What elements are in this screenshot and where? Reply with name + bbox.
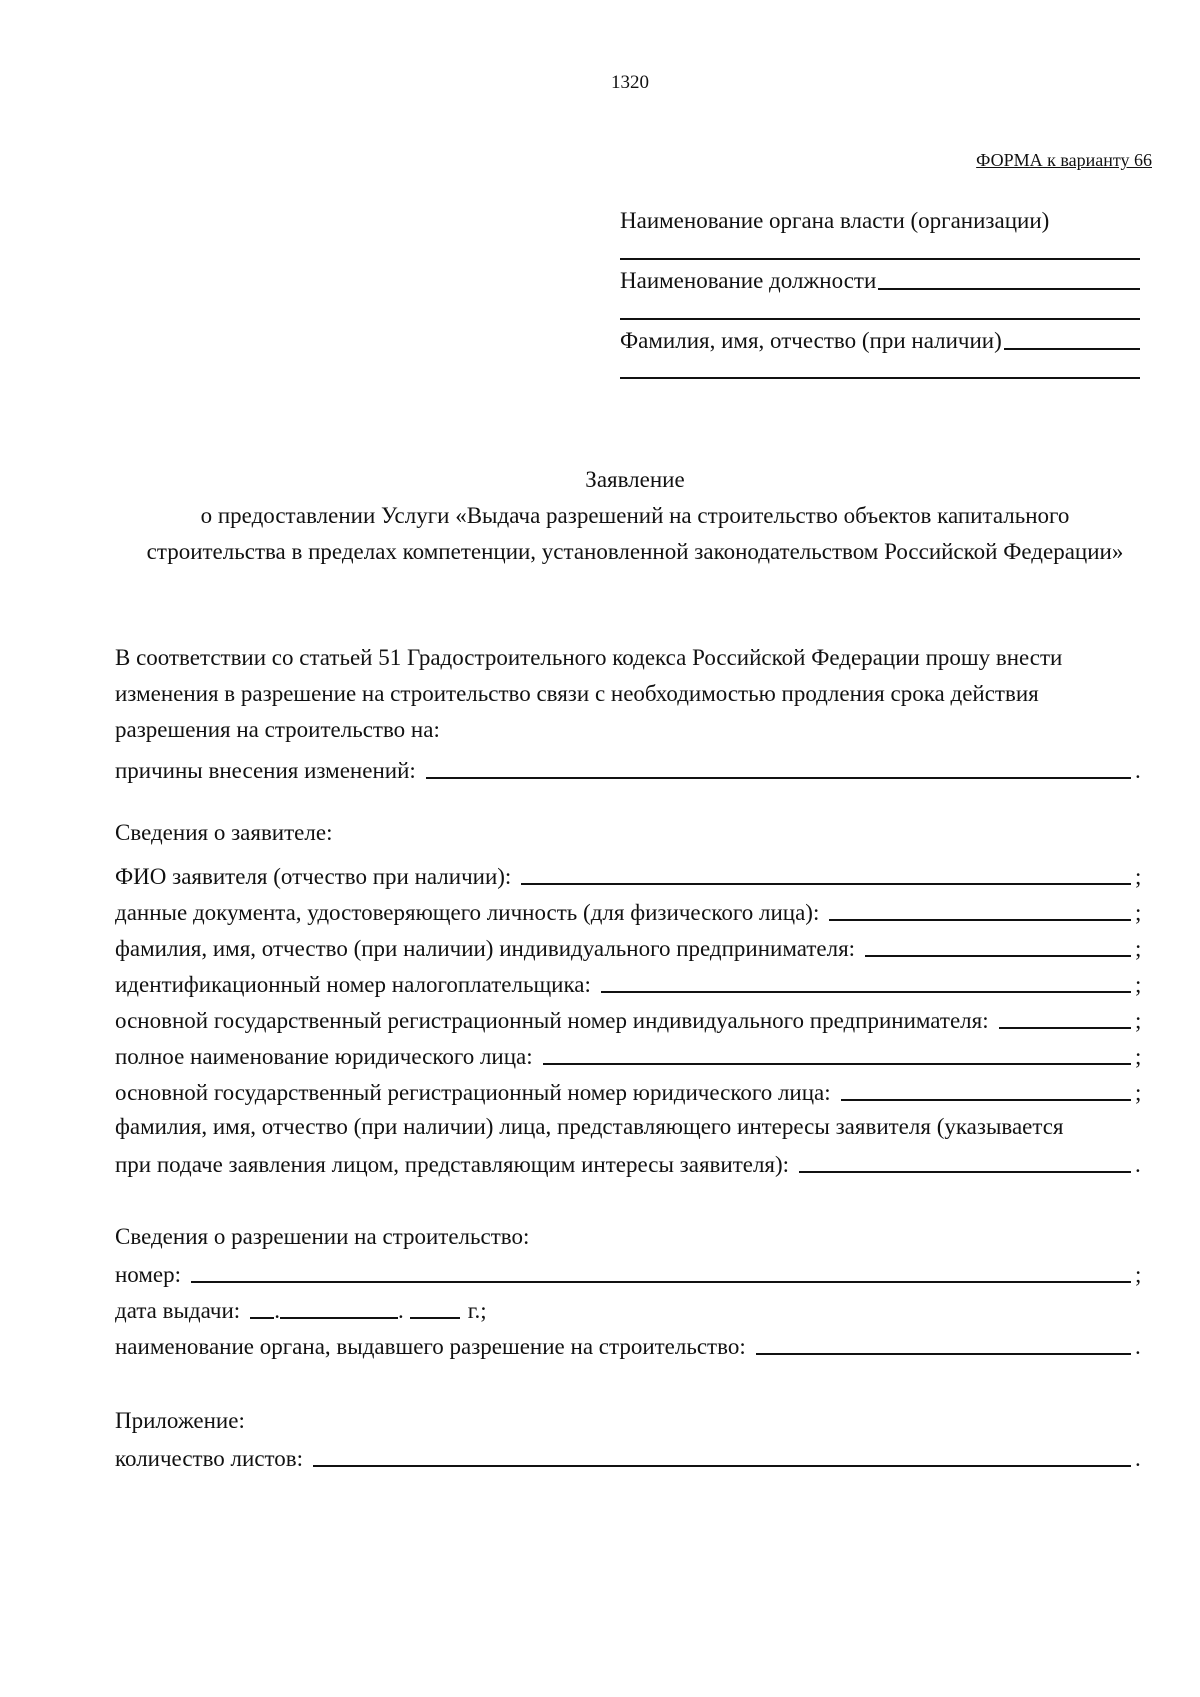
position-line[interactable] [878,288,1140,290]
attachment-sheets-input-line[interactable] [313,1465,1131,1467]
full-name-row [620,328,1140,354]
attachment-section-title: Приложение: [115,1408,245,1433]
form-reference: ФОРМА к варианту 66 [976,150,1152,170]
attachment-sheets-end: . [1135,1446,1141,1471]
permit-number-label: номер: [115,1262,182,1287]
permit-date-suffix: г.; [467,1298,487,1323]
field-input-line[interactable] [829,919,1131,921]
permit-date-label: дата выдачи: [115,1298,241,1323]
permit-date-year-line[interactable] [410,1317,460,1319]
reasons-end: . [1135,758,1141,783]
representative-row [115,1142,1145,1178]
field-input-line[interactable] [601,991,1131,993]
field-end: ; [1135,1080,1142,1105]
permit-number-input-line[interactable] [191,1281,1131,1283]
permit-issuer-input-line[interactable] [756,1353,1131,1355]
field-label: ФИО заявителя (отчество при наличии): [115,864,512,889]
applicant-field-row [115,998,1145,1034]
applicant-field-row [115,854,1145,890]
intro-text: В соответствии со статьей 51 Градостроительного кодекса Российской Федерации прошу внести изменения в разрешение на строительство связи с необходимостью продления срока действия разрешения на строительство на: [115,645,1063,742]
authority-label: Наименование органа власти (организации) [620,208,1050,233]
applicant-section-title: Сведения о заявителе: [115,820,333,845]
full-name-line-2[interactable] [620,377,1140,379]
authority-line[interactable] [620,258,1140,260]
field-end: ; [1135,900,1142,925]
field-end: ; [1135,1044,1142,1069]
field-label: идентификационный номер налогоплательщика: [115,972,591,997]
attachment-sheets-label: количество листов: [115,1446,304,1471]
representative-input-line[interactable] [799,1171,1131,1173]
applicant-field-row [115,1034,1145,1070]
field-input-line[interactable] [999,1027,1131,1029]
position-label: Наименование должности [620,268,877,293]
field-end: ; [1135,936,1142,961]
representative-label-line2: при подаче заявления лицом, представляющим интересы заявителя): [115,1152,790,1177]
field-end: ; [1135,864,1142,889]
field-label: полное наименование юридического лица: [115,1044,533,1069]
full-name-label: Фамилия, имя, отчество (при наличии) [620,328,1002,353]
field-label: данные документа, удостоверяющего личность (для физического лица): [115,900,820,925]
field-input-line[interactable] [865,955,1131,957]
applicant-field-row [115,962,1145,998]
representative-end: . [1135,1152,1141,1177]
field-input-line[interactable] [521,883,1131,885]
field-input-line[interactable] [543,1063,1131,1065]
field-label: основной государственный регистрационный номер индивидуального предпринимателя: [115,1008,989,1033]
applicant-field-row [115,926,1145,962]
permit-date-sep: . [274,1298,280,1323]
permit-date-day-line[interactable] [250,1317,274,1319]
permit-number-row [115,1252,1145,1288]
permit-date-month-line[interactable] [280,1317,398,1319]
permit-section-title: Сведения о разрешении на строительство: [115,1224,530,1249]
field-label: основной государственный регистрационный номер юридического лица: [115,1080,831,1105]
permit-date-row [115,1288,487,1324]
position-row [620,268,1140,294]
field-end: ; [1135,1008,1142,1033]
title-subtitle: о предоставлении Услуги «Выдача разрешений на строительство объектов капитального строительства в пределах компетенции, установленной законодательством Российской Федерации» [146,503,1124,564]
applicant-field-row [115,1070,1145,1106]
field-label: фамилия, имя, отчество (при наличии) индивидуального предпринимателя: [115,936,856,961]
permit-number-end: ; [1135,1262,1142,1287]
field-end: ; [1135,972,1142,997]
page-number: 1320 [611,72,649,93]
document-title [140,462,1130,570]
permit-issuer-row [115,1324,1145,1360]
field-input-line[interactable] [841,1099,1131,1101]
title-heading: Заявление [585,467,685,492]
permit-issuer-end: . [1135,1334,1141,1359]
reasons-label: причины внесения изменений: [115,758,416,783]
attachment-sheets-row [115,1436,1145,1472]
permit-issuer-label: наименование органа, выдавшего разрешение на строительство: [115,1334,746,1359]
applicant-field-row [115,890,1145,926]
full-name-line[interactable] [1004,348,1140,350]
permit-date-sep: . [397,1298,404,1323]
reasons-row [115,748,1145,784]
position-line-2[interactable] [620,318,1140,320]
reasons-input-line[interactable] [426,777,1131,779]
representative-label-line1: фамилия, имя, отчество (при наличии) лица, представляющего интересы заявителя (указывается [115,1114,1064,1139]
